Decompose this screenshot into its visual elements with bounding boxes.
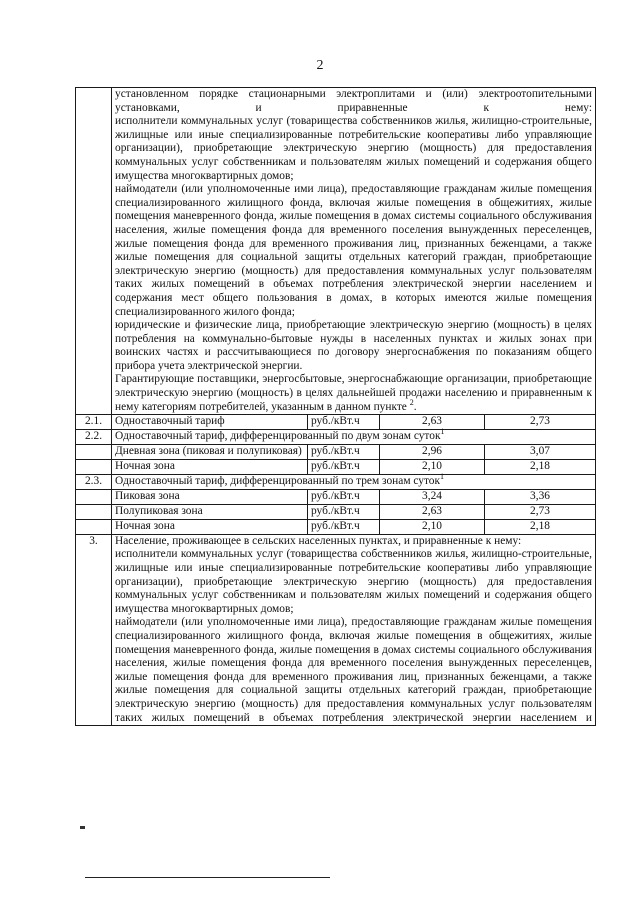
row-number-cell	[76, 489, 112, 504]
tariff-row-2-3	[76, 474, 596, 489]
row-unit: руб./кВт.ч	[308, 459, 380, 474]
row-value-2: 2,18	[485, 459, 596, 474]
row-value-1: 2,63	[380, 415, 485, 430]
row-value-1: 2,63	[380, 504, 485, 519]
row-value-1: 2,10	[380, 459, 485, 474]
footnote-mark: 1	[440, 427, 445, 437]
row-unit: руб./кВт.ч	[308, 519, 380, 534]
paragraph: установленном порядке стационарными электроплитами и (или) электроотопительными установками, и приравненные к нему:	[115, 88, 592, 114]
row-label: Одноставочный тариф	[112, 415, 308, 430]
paragraph: Население, проживающее в сельских населенных пунктах, и приравненные к нему:	[115, 534, 522, 547]
section-3-row	[76, 534, 596, 725]
row-number-cell	[76, 504, 112, 519]
paragraph-text: Гарантирующие поставщики, энергосбытовые, энергоснабжающие организации, приобретающие электрическую энергию (мощность) в целях дальнейшей продажи населению и приравненным к нему категориям потребителей, указанным в данном пункте	[115, 373, 592, 413]
paragraph: исполнители коммунальных услуг (товарищества собственников жилья, жилищно-строительные, жилищные или иные специализированные потребительские кооперативы либо управляющие организации), приобретающие электрическую энергию (мощность) для предоставления коммунальных услуг собственникам и пользователям жилых помещений и содержания общего имущества многоквартирных домов;	[115, 115, 592, 182]
footnote-mark: 1	[440, 472, 445, 482]
row-label: Ночная зона	[112, 519, 308, 534]
row-value-2: 2,73	[485, 415, 596, 430]
row-number: 2.2.	[76, 430, 112, 445]
paragraph: юридические и физические лица, приобретающие электрическую энергию (мощность) в целях потребления на коммунально-бытовые нужды в населенных пунктах и жилых зонах при воинских частях и рассчитывающиеся по договору энергоснабжения по показаниям общего прибора учета электрической энергии.	[115, 319, 592, 372]
row-unit: руб./кВт.ч	[308, 445, 380, 460]
paragraph: исполнители коммунальных услуг (товарищества собственников жилья, жилищно-строительные, жилищные или иные специализированные потребительские кооперативы либо управляющие организации), приобретающие электрическую энергию (мощность) для предоставления коммунальных услуг собственникам и пользователям жилых помещений и содержания общего имущества многоквартирных домов;	[115, 548, 592, 615]
row-unit: руб./кВт.ч	[308, 415, 380, 430]
tariff-row-2-1	[76, 415, 596, 430]
row-value-1: 3,24	[380, 489, 485, 504]
row-value-2: 3,36	[485, 489, 596, 504]
section-2-row	[76, 88, 596, 415]
row-value-1: 2,96	[380, 445, 485, 460]
row-label-text: Одноставочный тариф, дифференцированный по двум зонам суток	[115, 430, 441, 443]
row-number-cell	[76, 519, 112, 534]
paragraph	[115, 373, 592, 414]
tariff-table	[75, 87, 596, 726]
scan-mark	[80, 826, 85, 829]
row-unit: руб./кВт.ч	[308, 504, 380, 519]
row-value-1: 2,10	[380, 519, 485, 534]
tariff-row-2-2	[76, 430, 596, 445]
tariff-row-2-3-peak	[76, 489, 596, 504]
paragraph: наймодатели (или уполномоченные ими лица), предоставляющие гражданам жилые помещения специализированного жилищного фонда, включая жилые помещения в общежитиях, жилые помещения маневренного фонда, жилые помещения в домах системы социального обслуживания населения, жилые помещения фонда для временного поселения вынужденных переселенцев, жилые помещения фонда для временного проживания лиц, признанных беженцами, а также жилые помещения для социальной защиты отдельных категорий граждан, приобретающие электрическую энергию (мощность) для предоставления коммунальных услуг пользователям таких жилых помещений в объемах потребления электрической энергии населением и содержания мест общего пользования в домах, в которых имеются жилые помещения специализированного жилого фонда;	[115, 183, 592, 318]
row-number-cell	[76, 459, 112, 474]
row-value-2: 3,07	[485, 445, 596, 460]
row-number: 2.3.	[76, 474, 112, 489]
paragraph: наймодатели (или уполномоченные ими лица), предоставляющие гражданам жилые помещения специализированного жилищного фонда, включая жилые помещения в общежитиях, жилые помещения маневренного фонда, жилые помещения в домах системы социального обслуживания населения, жилые помещения фонда для временного поселения вынужденных переселенцев, жилые помещения фонда для временного проживания лиц, признанных беженцами, а также жилые помещения для социальной защиты отдельных категорий граждан, приобретающие электрическую энергию (мощность) для предоставления коммунальных услуг пользователям таких жилых помещений в объемах потребления электрической энергии населением и	[115, 616, 592, 724]
row-value-2: 2,73	[485, 504, 596, 519]
tariff-row-2-3-night	[76, 519, 596, 534]
row-unit: руб./кВт.ч	[308, 489, 380, 504]
row-label	[112, 427, 596, 445]
row-label	[112, 474, 596, 489]
footnote-separator	[85, 877, 330, 878]
row-label: Ночная зона	[112, 459, 308, 474]
row-label: Пиковая зона	[112, 489, 308, 504]
row-number: 2.1.	[76, 415, 112, 430]
row-label: Дневная зона (пиковая и полупиковая)	[112, 445, 308, 460]
row-value-2: 2,18	[485, 519, 596, 534]
section-2-text	[112, 88, 596, 415]
footnote-mark: 2	[409, 397, 414, 407]
page-number: 2	[316, 58, 324, 73]
section-3-text	[112, 534, 596, 725]
row-number: 3.	[76, 534, 112, 725]
row-label: Полупиковая зона	[112, 504, 308, 519]
row-number-cell	[76, 445, 112, 460]
tariff-row-2-2-night	[76, 459, 596, 474]
tariff-row-2-3-halfpeak	[76, 504, 596, 519]
row-label-text: Одноставочный тариф, дифференцированный по трем зонам суток	[115, 474, 441, 487]
footnote-tail: .	[413, 400, 417, 413]
tariff-row-2-2-day	[76, 445, 596, 460]
row-number-cell	[76, 88, 112, 415]
